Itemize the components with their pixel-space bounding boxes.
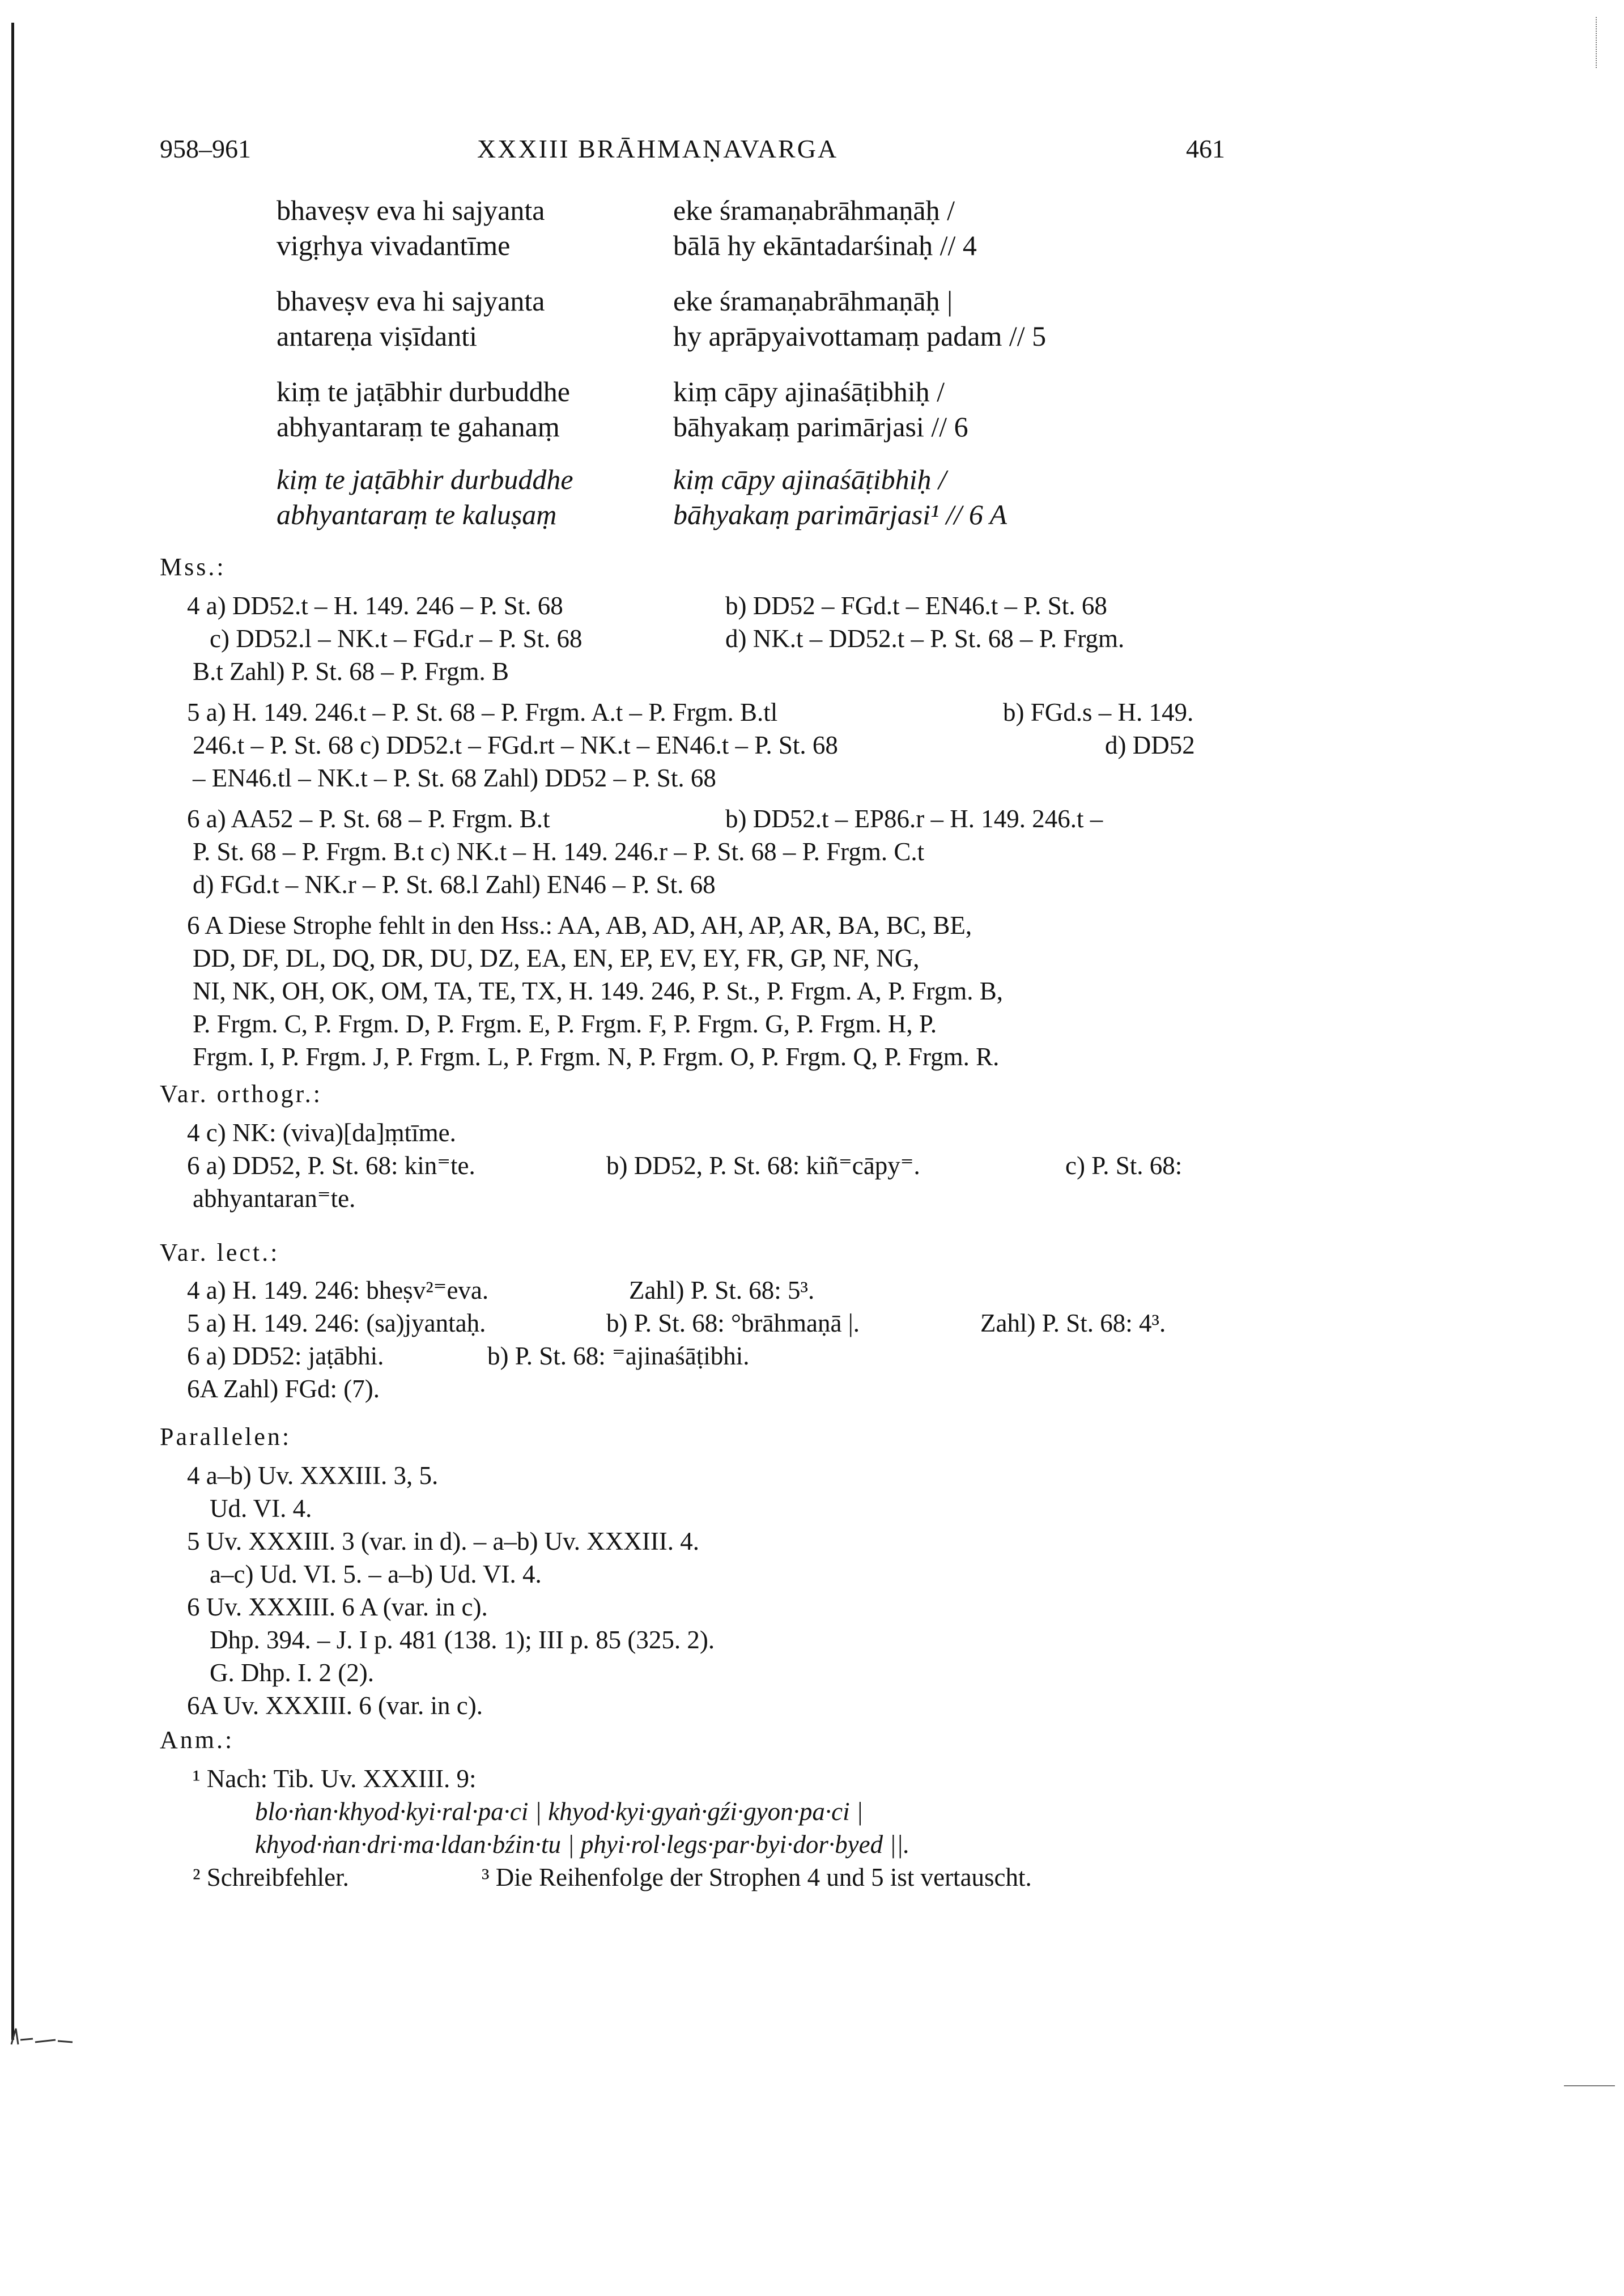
variant-entry: 6 a) DD52: jaṭābhi. (187, 1342, 384, 1370)
var-lect-section (187, 1274, 1230, 1405)
verse-pada: bhaveṣv eva hi sajyanta (277, 285, 545, 317)
header-range: 958–961 (160, 134, 251, 163)
tibetan-line: khyod·ṅan·dri·ma·ldan·bźin·tu | phyi·rol·legs·par·byi·dor·byed ||. (255, 1830, 910, 1859)
variant-entry: c) P. St. 68: (1065, 1151, 1183, 1180)
footnote-3: ³ Die Reihenfolge der Strophen 4 und 5 ist vertauscht. (482, 1863, 1032, 1891)
mss-entry: 246.t – P. St. 68 c) DD52.t – FGd.rt – NK.t – EN46.t – P. St. 68 (193, 731, 838, 759)
mss-label: Mss.: (160, 553, 226, 581)
mss-section (187, 589, 1230, 1073)
mss-entry: 5 a) H. 149. 246.t – P. St. 68 – P. Frgm. A.t – P. Frgm. B.tl (187, 698, 778, 726)
variant-entry: Zahl) P. St. 68: 4³. (980, 1309, 1166, 1337)
mss-entry: d) DD52 (1105, 731, 1195, 759)
verse-pada: kiṃ cāpy ajinaśāṭibhiḥ / (673, 464, 946, 495)
variant-entry: 4 a) H. 149. 246: bheṣv²⁼eva. (187, 1276, 489, 1304)
mss-entry: b) DD52.t – EP86.r – H. 149. 246.t – (725, 805, 1103, 833)
mss-entry: c) DD52.l – NK.t – FGd.r – P. St. 68 (210, 624, 583, 653)
parallel-entry: 6A Uv. XXXIII. 6 (var. in c). (187, 1691, 483, 1720)
var-orthogr-section (187, 1116, 1230, 1215)
verse-pada: hy aprāpyaivottamaṃ padam // 5 (673, 320, 1047, 352)
mss-entry: b) FGd.s – H. 149. (1003, 698, 1194, 726)
footnote-2: ² Schreibfehler. (193, 1863, 349, 1891)
verse-pada: eke śramaṇabrāhmaṇāḥ / (673, 194, 955, 226)
var-orthogr-label: Var. orthogr.: (160, 1080, 322, 1108)
variant-entry: 6A Zahl) FGd: (7). (187, 1375, 380, 1403)
mss-entry: 6 A Diese Strophe fehlt in den Hss.: AA, AB, AD, AH, AP, AR, BA, BC, BE, (187, 911, 972, 939)
verse-pada: bālā hy ekāntadarśinaḥ // 4 (673, 229, 977, 261)
parallel-entry: Ud. VI. 4. (210, 1494, 312, 1523)
mss-entry: 6 a) AA52 – P. St. 68 – P. Frgm. B.t (187, 805, 550, 833)
page-number: 461 (1186, 134, 1225, 163)
parallel-entry: 4 a–b) Uv. XXXIII. 3, 5. (187, 1461, 439, 1490)
tibetan-line: blo·ṅan·khyod·kyi·ral·pa·ci | khyod·kyi·gyaṅ·gźi·gyon·pa·ci | (255, 1797, 864, 1826)
margin-dash (1564, 2085, 1615, 2086)
anm-label: Anm.: (160, 1726, 235, 1754)
mss-entry: P. St. 68 – P. Frgm. B.t c) NK.t – H. 149. 246.r – P. St. 68 – P. Frgm. C.t (193, 837, 925, 866)
variant-entry: 4 c) NK: (viva)[da]ṃtīme. (187, 1119, 456, 1147)
verse-pada: antareṇa viṣīdanti (277, 320, 478, 352)
binding-edge-rule (11, 23, 14, 2040)
mss-entry: DD, DF, DL, DQ, DR, DU, DZ, EA, EN, EP, EV, EY, FR, GP, NF, NG, (193, 944, 920, 972)
verse-pada: bāhyakaṃ parimārjasi // 6 (673, 411, 968, 443)
verse-pada: vigṛhya vivadantīme (277, 229, 511, 261)
mss-entry: b) DD52 – FGd.t – EN46.t – P. St. 68 (725, 592, 1107, 620)
var-lect-label: Var. lect.: (160, 1239, 280, 1266)
parallel-entry: Dhp. 394. – J. I p. 481 (138. 1); III p. 85 (325. 2). (210, 1626, 715, 1654)
variant-entry: 5 a) H. 149. 246: (sa)jyantaḥ. (187, 1309, 486, 1337)
variant-entry: Zahl) P. St. 68: 5³. (629, 1276, 815, 1304)
mss-entry: NI, NK, OH, OK, OM, TA, TE, TX, H. 149. 246, P. St., P. Frgm. A, P. Frgm. B, (193, 977, 1003, 1005)
verse-pada: kiṃ te jaṭābhir durbuddhe (277, 376, 570, 407)
parallel-entry: 6 Uv. XXXIII. 6 A (var. in c). (187, 1593, 488, 1621)
scan-artifact (10, 2023, 124, 2046)
parallel-entry: a–c) Ud. VI. 5. – a–b) Ud. VI. 4. (210, 1560, 542, 1588)
margin-mark (1596, 17, 1601, 68)
parallelen-label: Parallelen: (160, 1423, 292, 1451)
mss-entry: d) FGd.t – NK.r – P. St. 68.l Zahl) EN46 – P. St. 68 (193, 870, 716, 899)
verse-pada: bhaveṣv eva hi sajyanta (277, 194, 545, 226)
verse-pada: abhyantaraṃ te gahanaṃ (277, 411, 560, 443)
mss-entry: B.t Zahl) P. St. 68 – P. Frgm. B (193, 657, 509, 686)
mss-entry: P. Frgm. C, P. Frgm. D, P. Frgm. E, P. Frgm. F, P. Frgm. G, P. Frgm. H, P. (193, 1010, 937, 1038)
parallelen-section (187, 1459, 1230, 1722)
variant-entry: b) P. St. 68: ⁼ajinaśāṭibhi. (487, 1342, 750, 1370)
verse-pada: abhyantaraṃ te kaluṣaṃ (277, 499, 557, 530)
variant-entry: 6 a) DD52, P. St. 68: kin⁼te. (187, 1151, 475, 1180)
anm-section (187, 1762, 1230, 1894)
mss-entry: Frgm. I, P. Frgm. J, P. Frgm. L, P. Frgm. N, P. Frgm. O, P. Frgm. Q, P. Frgm. R. (193, 1043, 1000, 1071)
mss-entry: 4 a) DD52.t – H. 149. 246 – P. St. 68 (187, 592, 563, 620)
mss-entry: – EN46.tl – NK.t – P. St. 68 Zahl) DD52 – P. St. 68 (193, 764, 716, 792)
variant-entry: b) DD52, P. St. 68: kiñ⁼cāpy⁼. (606, 1151, 920, 1180)
parallel-entry: G. Dhp. I. 2 (2). (210, 1659, 374, 1687)
verse-pada: kiṃ cāpy ajinaśāṭibhiḥ / (673, 376, 945, 407)
verse-pada: eke śramaṇabrāhmaṇāḥ | (673, 285, 953, 317)
variant-entry: abhyantaran⁼te. (193, 1184, 356, 1213)
verse-pada: kiṃ te jaṭābhir durbuddhe (277, 464, 573, 495)
footnote-1: ¹ Nach: Tib. Uv. XXXIII. 9: (193, 1764, 477, 1793)
header-title: XXXIII BRĀHMAṆAVARGA (477, 134, 839, 163)
parallel-entry: 5 Uv. XXXIII. 3 (var. in d). – a–b) Uv. XXXIII. 4. (187, 1527, 699, 1555)
mss-entry: d) NK.t – DD52.t – P. St. 68 – P. Frgm. (725, 624, 1125, 653)
variant-entry: b) P. St. 68: °brāhmaṇā |. (606, 1309, 860, 1337)
running-header (160, 134, 1225, 168)
verse-pada: bāhyakaṃ parimārjasi¹ // 6 A (673, 499, 1007, 530)
